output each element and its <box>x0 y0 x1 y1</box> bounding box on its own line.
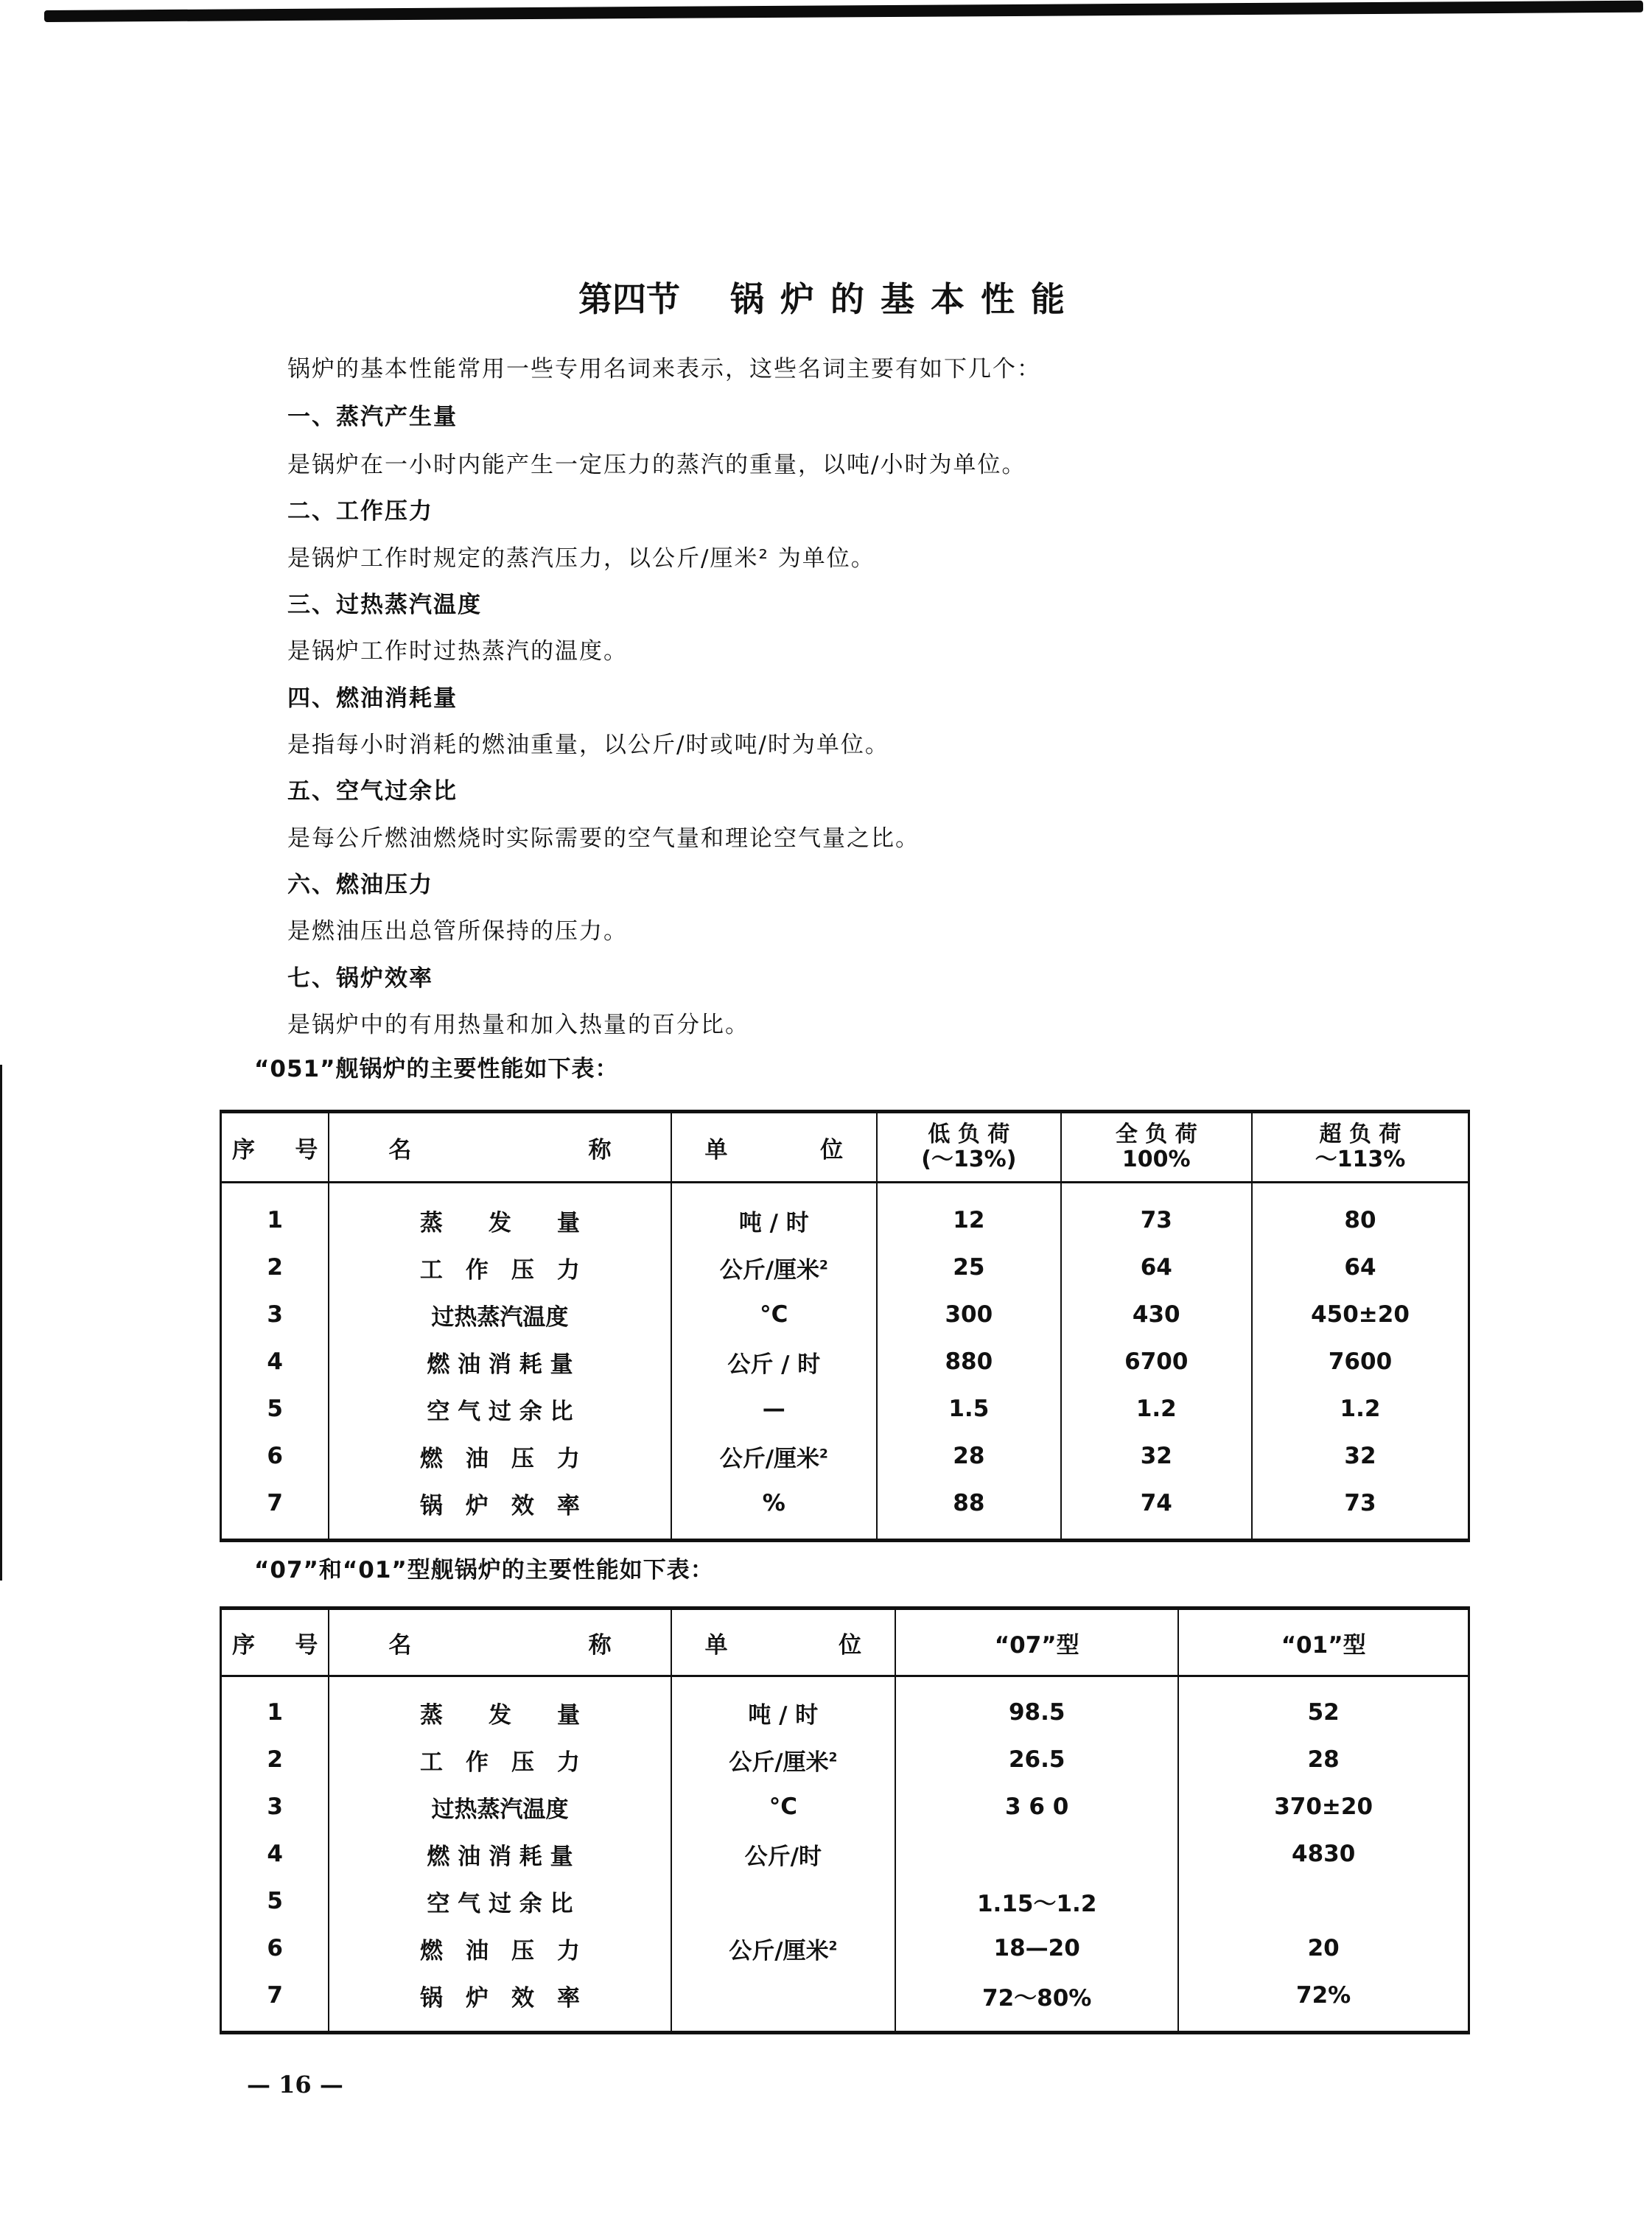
cell-over: 1.2 <box>1252 1385 1469 1432</box>
page-number: — 16 — <box>247 2071 343 2099</box>
cell-full: 64 <box>1061 1244 1252 1291</box>
header-name: 名 称 <box>329 1112 671 1183</box>
section-heading: 锅 炉 的 基 本 性 能 <box>730 279 1066 319</box>
cell-no: 2 <box>267 1746 283 1773</box>
cell-low: 88 <box>877 1480 1060 1541</box>
term-heading: 五、空气过余比 <box>287 778 458 805</box>
table-row <box>221 1291 1469 1338</box>
table-row <box>221 1385 1469 1432</box>
table-row <box>221 1877 1469 1925</box>
table-header-row <box>221 1609 1469 1676</box>
scan-border-bar <box>44 1 1643 22</box>
cell-unit: 吨 / 时 <box>671 1183 878 1245</box>
cell-full: 32 <box>1061 1432 1252 1480</box>
term-heading: 七、锅炉效率 <box>287 965 433 992</box>
cell-no: 6 <box>267 1443 283 1469</box>
cell-no: 3 <box>267 1301 283 1328</box>
table-row <box>221 1783 1469 1830</box>
term-heading: 三、过热蒸汽温度 <box>287 592 482 618</box>
cell-unit: 公斤 / 时 <box>671 1338 878 1385</box>
term-heading: 六、燃油压力 <box>287 872 433 898</box>
cell-name: 燃 油 压 力 <box>329 1432 671 1480</box>
cell-t01 <box>1178 1877 1469 1925</box>
cell-no: 5 <box>267 1396 283 1422</box>
cell-unit <box>671 1877 896 1925</box>
header-no: 序 号 <box>221 1112 329 1183</box>
cell-t07 <box>895 1830 1178 1877</box>
boiler-07-01-table <box>220 1606 1470 2034</box>
table1-caption: “051”舰锅炉的主要性能如下表： <box>254 1056 619 1082</box>
cell-unit: 吨 / 时 <box>671 1676 896 1737</box>
term-definition: 是燃油压出总管所保持的压力。 <box>287 918 628 945</box>
section-title <box>0 273 1652 321</box>
term-definition: 是锅炉中的有用热量和加入热量的百分比。 <box>287 1012 749 1038</box>
cell-no: 5 <box>267 1888 283 1914</box>
cell-t07: 3 6 0 <box>895 1783 1178 1830</box>
cell-no: 7 <box>267 1490 283 1516</box>
cell-unit: °C <box>671 1783 896 1830</box>
scan-edge-line <box>0 1065 2 1581</box>
cell-low: 28 <box>877 1432 1060 1480</box>
cell-unit: °C <box>671 1291 878 1338</box>
cell-no: 1 <box>267 1699 283 1726</box>
cell-over: 7600 <box>1252 1338 1469 1385</box>
boiler-051-table <box>220 1110 1470 1542</box>
table-row <box>221 1830 1469 1877</box>
cell-unit: 公斤/厘米$^2$ <box>671 1925 896 1972</box>
cell-unit: 公斤/厘米$^2$ <box>671 1432 878 1480</box>
cell-full: 74 <box>1061 1480 1252 1541</box>
cell-name: 锅 炉 效 率 <box>329 1972 671 2033</box>
cell-no: 4 <box>267 1348 283 1375</box>
cell-no: 6 <box>267 1935 283 1961</box>
cell-name: 过热蒸汽温度 <box>329 1783 671 1830</box>
term-definition: 是锅炉在一小时内能产生一定压力的蒸汽的重量，以吨/小时为单位。 <box>287 452 1026 478</box>
cell-name: 过热蒸汽温度 <box>329 1291 671 1338</box>
cell-over: 32 <box>1252 1432 1469 1480</box>
term-definition: 是锅炉工作时过热蒸汽的温度。 <box>287 638 628 665</box>
cell-t07: 1.15～1.2 <box>895 1877 1178 1925</box>
header-over-load: 超 负 荷 ～113% <box>1252 1112 1469 1183</box>
cell-low: 12 <box>877 1183 1060 1245</box>
cell-name: 空 气 过 余 比 <box>329 1877 671 1925</box>
cell-t01: 370±20 <box>1178 1783 1469 1830</box>
cell-no: 3 <box>267 1793 283 1820</box>
cell-t01: 72% <box>1178 1972 1469 2033</box>
cell-full: 430 <box>1061 1291 1252 1338</box>
term-heading: 四、燃油消耗量 <box>287 685 458 712</box>
header-name: 名 称 <box>329 1609 671 1676</box>
cell-full: 1.2 <box>1061 1385 1252 1432</box>
cell-t07: 26.5 <box>895 1736 1178 1783</box>
cell-low: 25 <box>877 1244 1060 1291</box>
cell-unit: % <box>671 1480 878 1541</box>
cell-over: 80 <box>1252 1183 1469 1245</box>
cell-no: 4 <box>267 1841 283 1867</box>
header-type-01: “01”型 <box>1178 1609 1469 1676</box>
table-row <box>221 1432 1469 1480</box>
cell-name: 燃 油 消 耗 量 <box>329 1830 671 1877</box>
cell-unit: 公斤/厘米$^2$ <box>671 1244 878 1291</box>
cell-name: 蒸 发 量 <box>329 1676 671 1737</box>
table-row <box>221 1480 1469 1541</box>
cell-t01: 52 <box>1178 1676 1469 1737</box>
header-type-07: “07”型 <box>895 1609 1178 1676</box>
term-heading: 二、工作压力 <box>287 498 433 525</box>
cell-name: 工 作 压 力 <box>329 1736 671 1783</box>
cell-name: 燃 油 消 耗 量 <box>329 1338 671 1385</box>
cell-unit: 公斤/厘米$^2$ <box>671 1736 896 1783</box>
header-low-load: 低 负 荷 (～13%) <box>877 1112 1060 1183</box>
cell-t07: 98.5 <box>895 1676 1178 1737</box>
cell-t01: 4830 <box>1178 1830 1469 1877</box>
cell-no: 1 <box>267 1207 283 1233</box>
table-row <box>221 1183 1469 1245</box>
cell-t07: 72～80% <box>895 1972 1178 2033</box>
cell-name: 蒸 发 量 <box>329 1183 671 1245</box>
cell-unit: — <box>671 1385 878 1432</box>
term-definition: 是每公斤燃油燃烧时实际需要的空气量和理论空气量之比。 <box>287 825 920 852</box>
table-row <box>221 1338 1469 1385</box>
cell-full: 6700 <box>1061 1338 1252 1385</box>
table-row <box>221 1676 1469 1737</box>
cell-no: 7 <box>267 1982 283 2009</box>
cell-name: 工 作 压 力 <box>329 1244 671 1291</box>
cell-full: 73 <box>1061 1183 1252 1245</box>
table-row <box>221 1736 1469 1783</box>
header-no: 序 号 <box>221 1609 329 1676</box>
table-row <box>221 1925 1469 1972</box>
cell-t07: 18—20 <box>895 1925 1178 1972</box>
term-definition: 是指每小时消耗的燃油重量，以公斤/时或吨/时为单位。 <box>287 732 889 758</box>
section-number: 第四节 <box>578 279 680 319</box>
table-header-row <box>221 1112 1469 1183</box>
table2-caption: “07”和“01”型舰锅炉的主要性能如下表： <box>254 1557 714 1583</box>
term-definition: 是锅炉工作时规定的蒸汽压力，以公斤/厘米² 为单位。 <box>287 545 875 572</box>
header-unit: 单 位 <box>671 1609 896 1676</box>
cell-low: 300 <box>877 1291 1060 1338</box>
cell-t01: 20 <box>1178 1925 1469 1972</box>
cell-unit <box>671 1972 896 2033</box>
table-row <box>221 1972 1469 2033</box>
term-heading: 一、蒸汽产生量 <box>287 404 458 430</box>
cell-low: 1.5 <box>877 1385 1060 1432</box>
intro-paragraph: 锅炉的基本性能常用一些专用名词来表示，这些名词主要有如下几个： <box>287 356 1041 382</box>
table-row <box>221 1244 1469 1291</box>
cell-over: 450±20 <box>1252 1291 1469 1338</box>
cell-name: 锅 炉 效 率 <box>329 1480 671 1541</box>
cell-name: 空 气 过 余 比 <box>329 1385 671 1432</box>
cell-no: 2 <box>267 1254 283 1281</box>
cell-name: 燃 油 压 力 <box>329 1925 671 1972</box>
cell-low: 880 <box>877 1338 1060 1385</box>
cell-t01: 28 <box>1178 1736 1469 1783</box>
cell-over: 73 <box>1252 1480 1469 1541</box>
header-full-load: 全 负 荷 100% <box>1061 1112 1252 1183</box>
header-unit: 单 位 <box>671 1112 878 1183</box>
cell-over: 64 <box>1252 1244 1469 1291</box>
cell-unit: 公斤/时 <box>671 1830 896 1877</box>
